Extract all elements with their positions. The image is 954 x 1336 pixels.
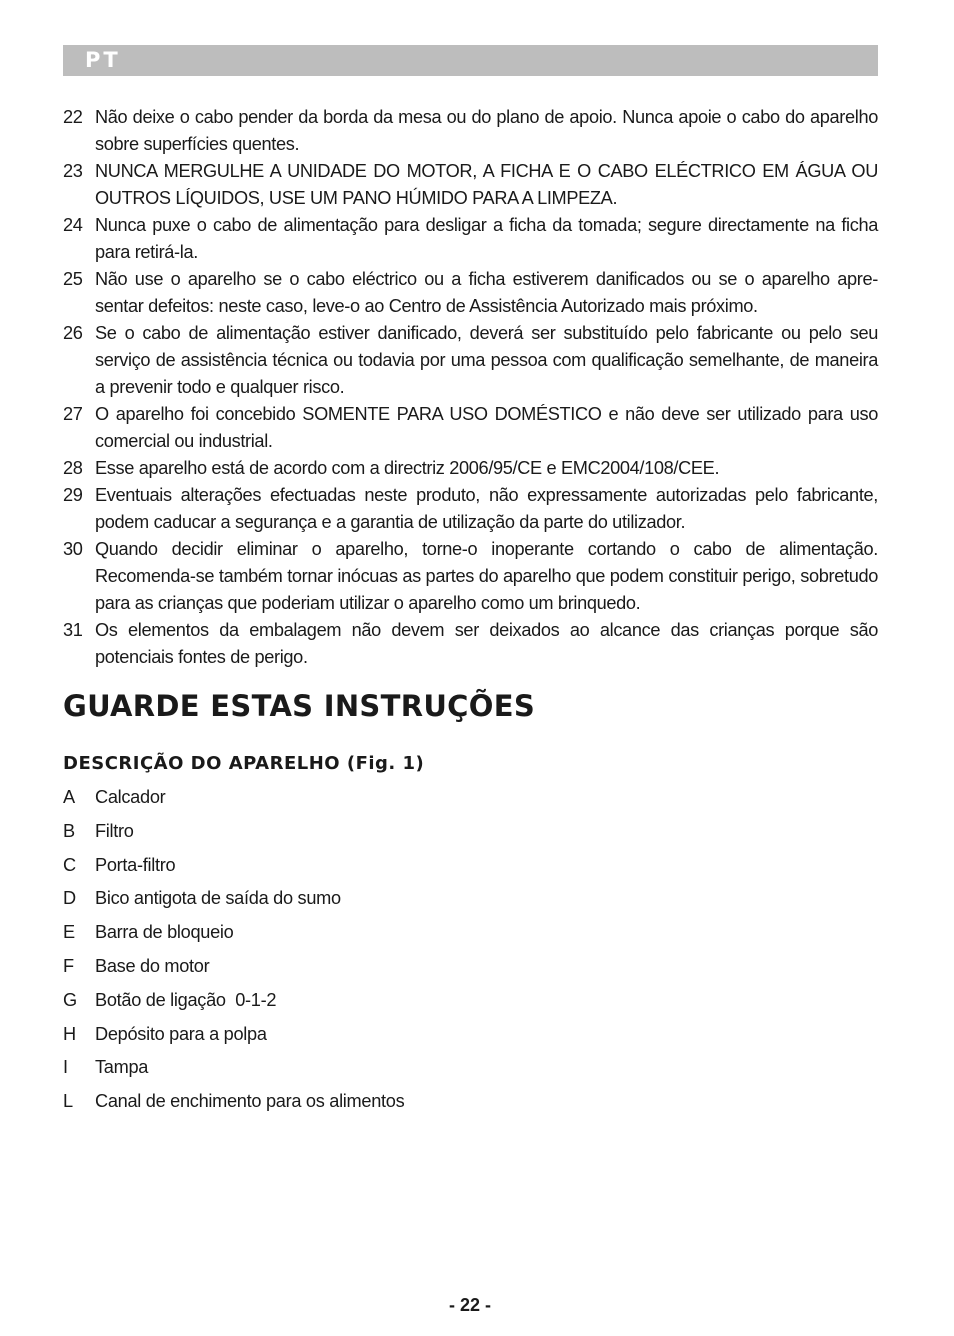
part-letter: C — [63, 854, 76, 875]
list-item — [63, 783, 663, 817]
page-title: GUARDE ESTAS INSTRUÇÕES — [63, 689, 536, 723]
note-number: 31 — [63, 620, 83, 640]
note-number: 27 — [63, 404, 83, 424]
note-text: NUNCA MERGULHE A UNIDADE DO MOTOR, A FICHA E O CABO ELÉCTRICO EM ÁGUA OU OUTROS LÍQUIDOS, USE UM PANO HÚMIDO PARA A LIMPEZA. — [95, 161, 878, 208]
part-label: Canal de enchimento para os alimentos — [95, 1091, 405, 1112]
note-text: Nunca puxe o cabo de alimentação para desligar a ficha da tomada; segure directamente na ficha para retirá-la. — [95, 215, 878, 262]
note-text: Eventuais alterações efectuadas neste produto, não expressamente autorizadas pelo fabricante, podem caducar a segurança e a garantia de utilização da parte do utilizador. — [95, 485, 878, 532]
list-item — [63, 617, 878, 671]
note-text: Os elementos da embalagem não devem ser deixados ao alcance das crianças porque são potenciais fontes de perigo. — [95, 620, 878, 667]
part-label: Depósito para a polpa — [95, 1023, 267, 1044]
note-text: Esse aparelho está de acordo com a directriz 2006/95/CE e EMC2004/108/CEE. — [95, 458, 720, 478]
list-item — [63, 986, 663, 1020]
note-number: 22 — [63, 107, 83, 127]
list-item — [63, 536, 878, 617]
list-item — [63, 158, 878, 212]
note-number: 26 — [63, 323, 83, 343]
note-number: 28 — [63, 458, 83, 478]
list-item — [63, 401, 878, 455]
part-label: Base do motor — [95, 955, 210, 976]
note-text: Não deixe o cabo pender da borda da mesa ou do plano de apoio. Nunca apoie o cabo do aparelho sobre superfícies quentes. — [95, 107, 878, 154]
part-label: Filtro — [95, 820, 134, 841]
list-item — [63, 918, 663, 952]
part-label: Barra de bloqueio — [95, 922, 234, 943]
part-letter: H — [63, 1023, 76, 1044]
part-letter: B — [63, 820, 75, 841]
part-letter: E — [63, 922, 75, 943]
note-text: Quando decidir eliminar o aparelho, torne-o inoperante cortando o cabo de alimentação. Recomenda-se também tornar inócuas as partes do aparelho que podem constituir perigo, sobretudo para as crianças que poderiam utilizar o aparelho como um brinquedo. — [95, 539, 878, 613]
list-item — [63, 1053, 663, 1087]
part-letter: L — [63, 1091, 73, 1112]
note-text: O aparelho foi concebido SOMENTE PARA USO DOMÉSTICO e não deve ser utilizado para uso comercial ou industrial. — [95, 404, 878, 451]
note-number: 23 — [63, 161, 83, 181]
part-letter: G — [63, 989, 77, 1010]
safety-notes-list — [63, 104, 878, 671]
list-item — [63, 482, 878, 536]
list-item — [63, 320, 878, 401]
part-label: Tampa — [95, 1057, 149, 1078]
note-number: 30 — [63, 539, 83, 559]
list-item — [63, 212, 878, 266]
note-number: 24 — [63, 215, 83, 235]
list-item — [63, 817, 663, 851]
note-text: Não use o aparelho se o cabo eléctrico ou a ficha estiverem danificados ou se o aparelho apre-sentar defeitos: neste caso, leve-o ao Centro de Assistência Autorizado mais próximo. — [95, 269, 878, 316]
parts-list — [63, 783, 663, 1121]
language-header-bar — [63, 45, 878, 76]
part-label: Bico antigota de saída do sumo — [95, 888, 341, 909]
part-letter: A — [63, 787, 75, 807]
part-label: Calcador — [95, 787, 166, 807]
list-item — [63, 266, 878, 320]
list-item — [63, 104, 878, 158]
list-item — [63, 455, 878, 482]
list-item — [63, 1020, 663, 1054]
part-letter: F — [63, 955, 74, 976]
page-number: - 22 - — [448, 1295, 491, 1315]
part-label: Porta-filtro — [95, 854, 176, 875]
note-number: 25 — [63, 269, 83, 289]
list-item — [63, 952, 663, 986]
note-number: 29 — [63, 485, 83, 505]
list-item — [63, 1087, 663, 1121]
part-letter: D — [63, 888, 76, 909]
language-code: PT — [85, 48, 121, 72]
note-text: Se o cabo de alimentação estiver danificado, deverá ser substituído pelo fabricante ou pelo seu serviço de assistência técnica ou todavia por uma pessoa com qualificação semelhante, de maneira a prevenir todo e qualquer risco. — [95, 323, 878, 397]
list-item — [63, 884, 663, 918]
list-item — [63, 851, 663, 885]
part-letter: I — [63, 1057, 68, 1078]
part-label: Botão de ligação 0-1-2 — [95, 989, 277, 1010]
section-heading: DESCRIÇÃO DO APARELHO (Fig. 1) — [63, 753, 425, 774]
